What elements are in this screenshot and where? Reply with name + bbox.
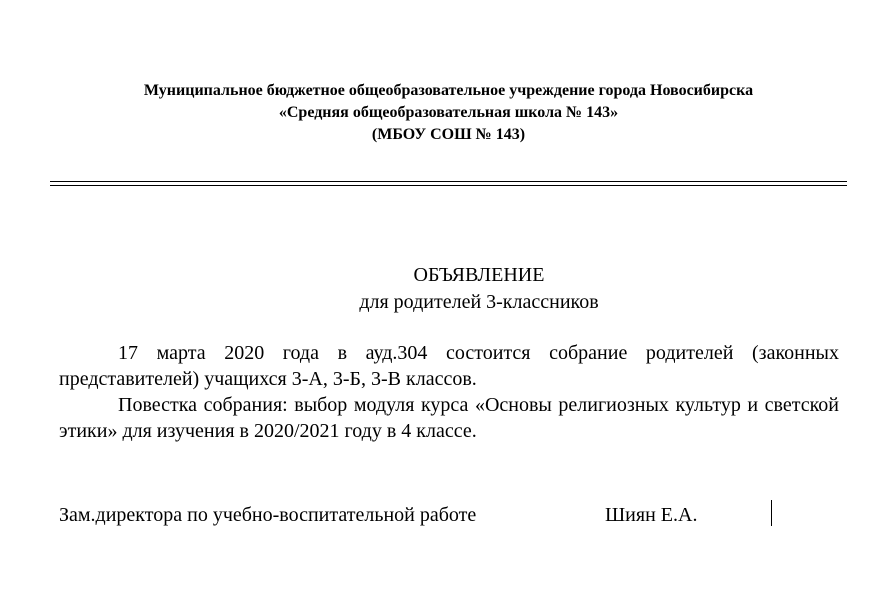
school-abbreviation: (МБОУ СОШ № 143) [371, 126, 526, 143]
header-divider-bottom [50, 185, 847, 186]
institution-name: Муниципальное бюджетное общеобразовательное учреждение города Новосибирска [143, 82, 754, 99]
announcement-heading [79, 262, 879, 316]
header-divider-top [50, 181, 847, 182]
signature-role: Зам.директора по учебно-воспитательной работе [59, 504, 477, 526]
agenda-paragraph: Повестка собрания: выбор модуля курса «Основы религиозных культур и светской этики» для изучения в 2020/2021 году в 4 классе. [59, 394, 839, 442]
announcement-title: ОБЪЯВЛЕНИЕ [413, 264, 545, 286]
announcement-body [59, 340, 839, 444]
signature-name: Шиян Е.А. [605, 504, 698, 526]
meeting-paragraph: 17 марта 2020 года в ауд.304 состоится собрание родителей (законных представителей) учащихся 3-А, 3-Б, 3-В классов. [59, 342, 839, 390]
announcement-subtitle: для родителей 3-классников [359, 291, 599, 313]
school-name: «Средняя общеобразовательная школа № 143» [278, 104, 619, 121]
text-cursor [771, 500, 772, 526]
document-header [40, 80, 857, 146]
